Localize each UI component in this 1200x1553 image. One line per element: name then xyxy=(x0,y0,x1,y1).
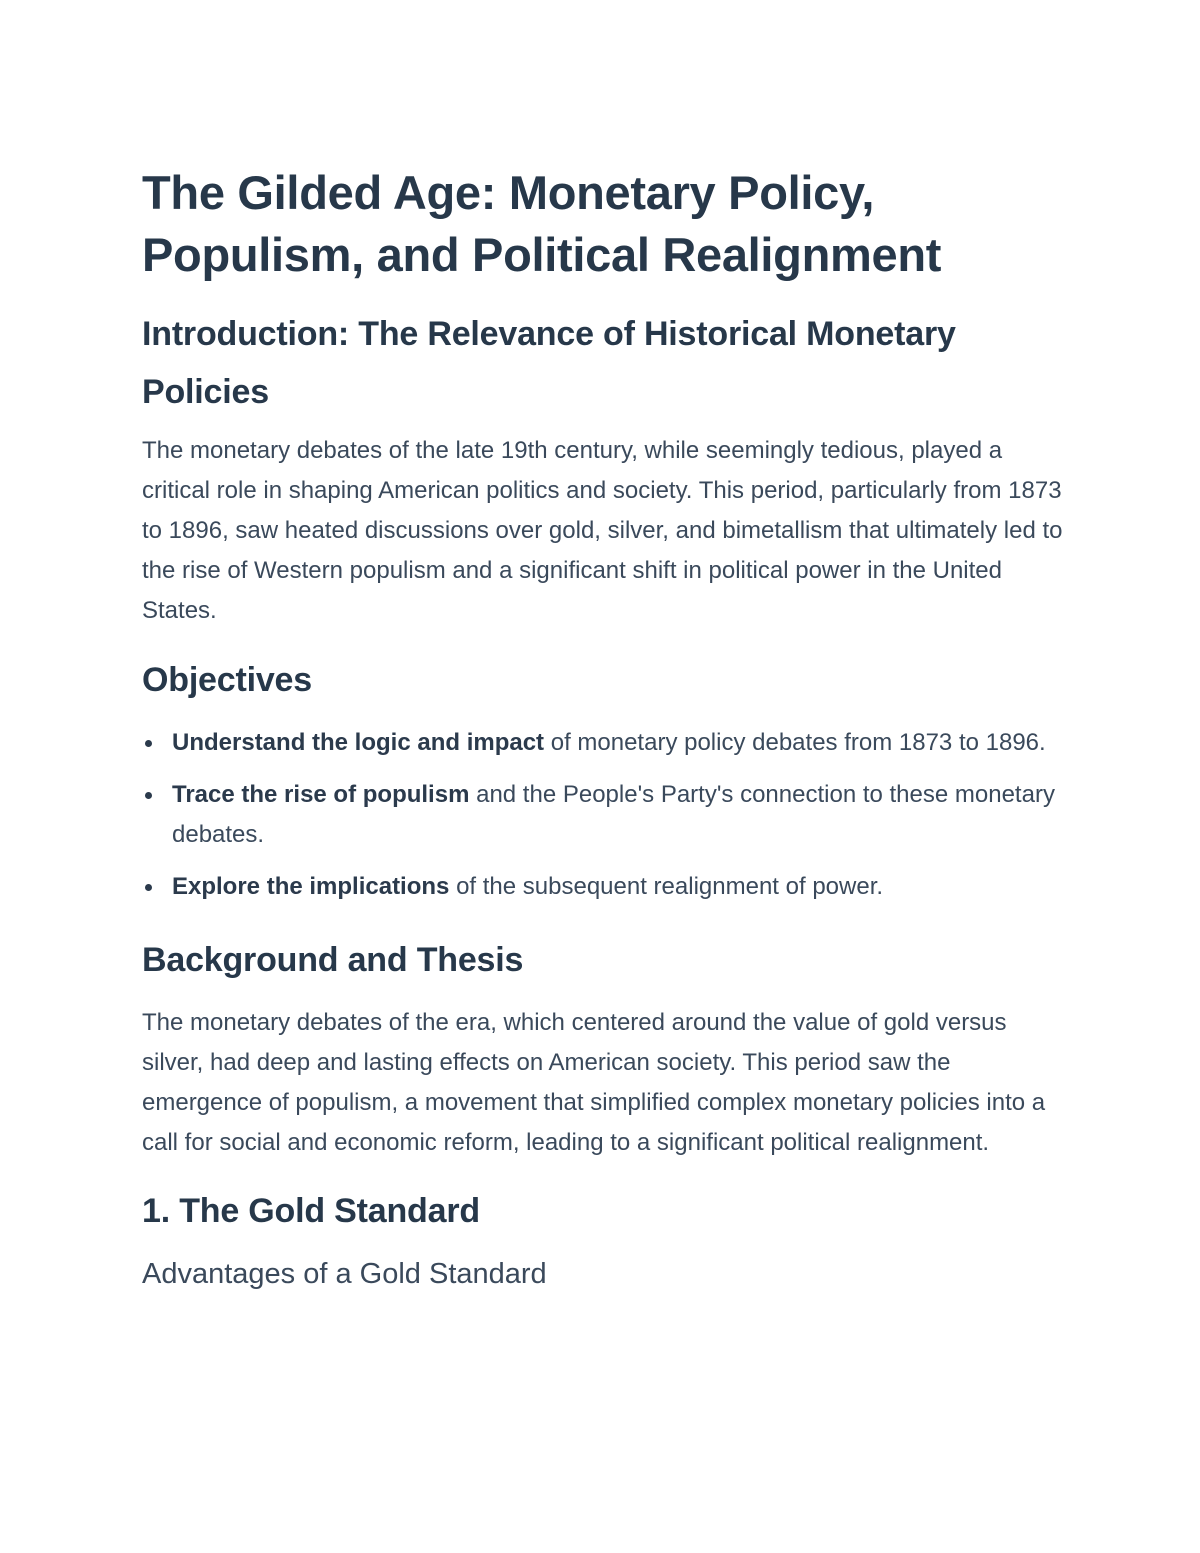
background-paragraph: The monetary debates of the era, which centered around the value of gold versus silver, had deep and lasting effects on American society. This period saw the emergence of populism, a movement that simplified complex monetary policies into a call for social and economic reform, leading to a significant political realignment. xyxy=(142,1009,1046,1156)
background-heading: Background and Thesis xyxy=(142,941,524,979)
objective-item xyxy=(142,723,1072,763)
objective-emphasis: Understand the logic and impact xyxy=(172,729,545,756)
objective-emphasis: Trace the rise of populism xyxy=(172,781,470,808)
objective-item xyxy=(142,867,1072,907)
bullet-icon xyxy=(145,792,152,799)
objectives-list xyxy=(142,723,1072,907)
document-title: The Gilded Age: Monetary Policy, Populism, and Political Realignment xyxy=(142,166,942,281)
gold-standard-heading: 1. The Gold Standard xyxy=(142,1192,480,1230)
objective-item xyxy=(142,775,1072,855)
objectives-heading: Objectives xyxy=(142,661,312,699)
objective-text: and the People's Party's connection to these monetary debates. xyxy=(172,781,1055,848)
gold-standard-subheading: Advantages of a Gold Standard xyxy=(142,1258,547,1290)
bullet-icon xyxy=(145,740,152,747)
objective-emphasis: Explore the implications xyxy=(172,873,450,900)
objective-text: of monetary policy debates from 1873 to 1896. xyxy=(544,729,1046,756)
introduction-paragraph: The monetary debates of the late 19th century, while seemingly tedious, played a critical role in shaping American politics and society. This period, particularly from 1873 to 1896, saw heated discussions over gold, silver, and bimetallism that ultimately led to the rise of Western populism and a significant shift in political power in the United States. xyxy=(142,437,1063,624)
introduction-heading: Introduction: The Relevance of Historical Monetary Policies xyxy=(142,315,956,411)
document-page xyxy=(142,162,1072,1294)
objective-text: of the subsequent realignment of power. xyxy=(449,873,884,900)
bullet-icon xyxy=(145,884,152,891)
